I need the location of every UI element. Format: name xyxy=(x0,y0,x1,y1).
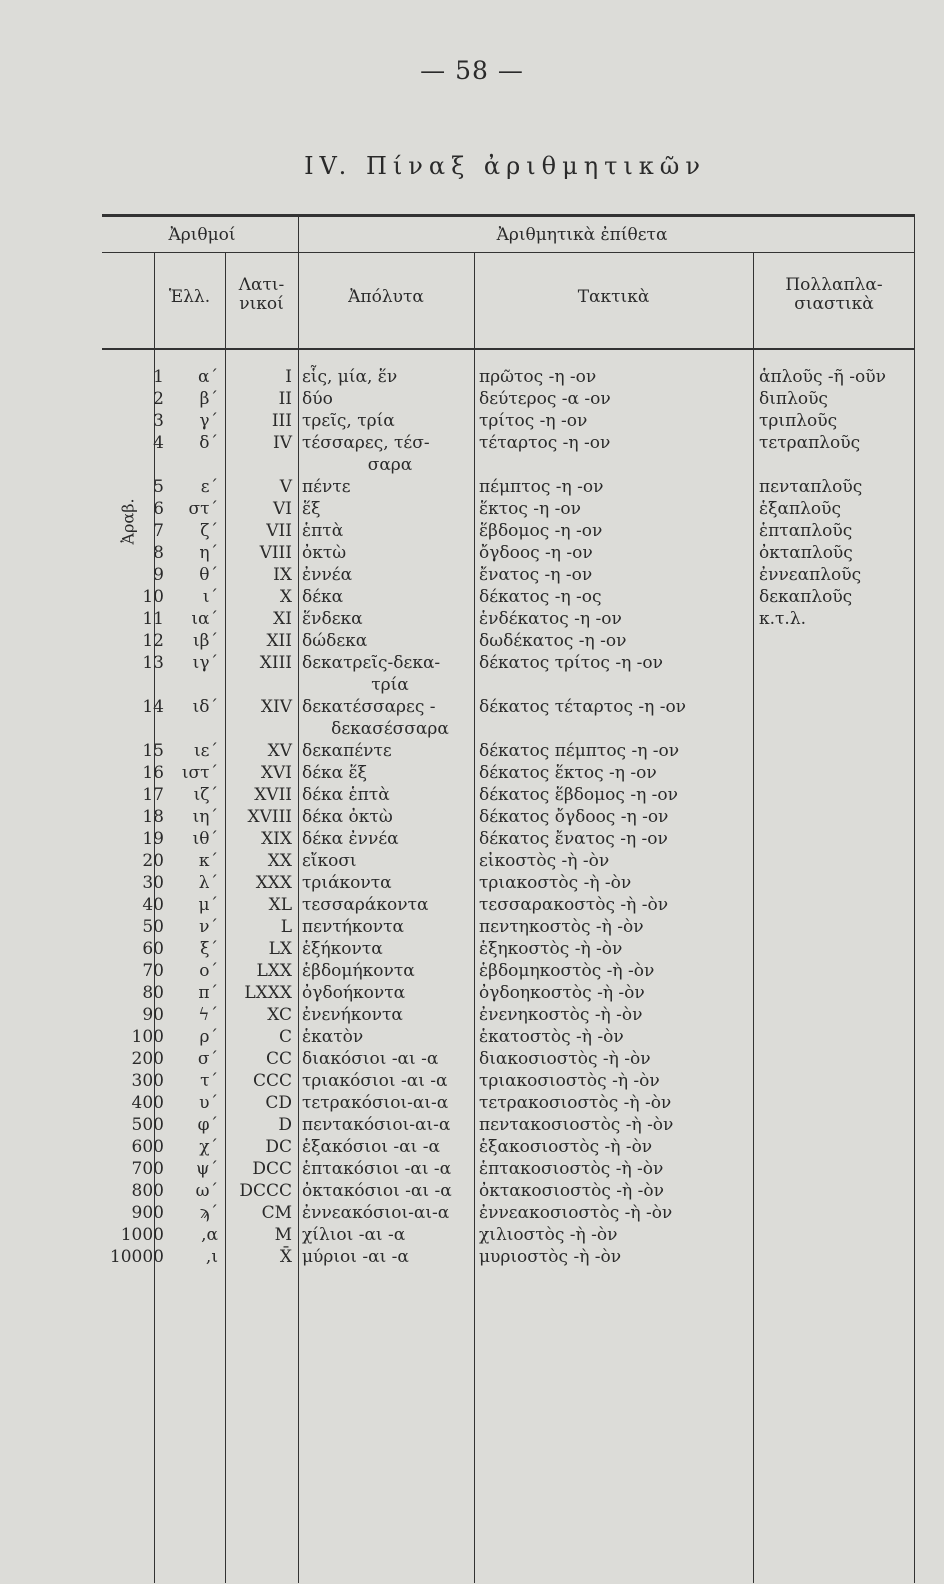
cell-greek: ψ΄ xyxy=(196,1159,218,1179)
cell-ordinal: ἑβδομηκοστὸς -ὴ -ὸν xyxy=(479,961,655,981)
cell-ordinal: δέκατος ἕβδομος -η -ον xyxy=(479,785,678,805)
cell-greek: ιη΄ xyxy=(192,807,218,827)
cell-arabic: 80 xyxy=(142,983,164,1003)
cell-arabic: 18 xyxy=(142,807,164,827)
cell-ordinal: ἑπτακοσιοστὸς -ὴ -ὸν xyxy=(479,1159,664,1179)
cell-absolute: ἑπτὰ xyxy=(302,521,344,541)
cell-absolute-continuation: σαρα xyxy=(367,455,413,475)
cell-arabic: 17 xyxy=(142,785,164,805)
header-adjectives: Ἀριθμητικὰ ἐπίθετα xyxy=(496,225,668,245)
cell-ordinal: τριακοστὸς -ὴ -ὸν xyxy=(479,873,632,893)
cell-multiplicative: ἁπλοῦς -ῆ -οῦν xyxy=(759,367,886,387)
cell-absolute: πέντε xyxy=(302,477,351,497)
cell-greek: θ΄ xyxy=(199,565,218,585)
cell-greek: ϡ΄ xyxy=(199,1203,218,1223)
cell-latin: XI xyxy=(273,609,292,629)
cell-greek: ιστ΄ xyxy=(181,763,218,783)
cell-absolute: ἕνδεκα xyxy=(302,609,363,629)
divider-latin xyxy=(298,214,299,1583)
cell-absolute: διακόσιοι -αι -α xyxy=(302,1049,439,1069)
cell-arabic: 6 xyxy=(153,499,164,519)
cell-arabic: 100 xyxy=(131,1027,164,1047)
cell-absolute: ἕξ xyxy=(302,499,321,519)
cell-ordinal: ὀγδοηκοστὸς -ὴ -ὸν xyxy=(479,983,645,1003)
cell-ordinal: ἕκτος -η -ον xyxy=(479,499,581,519)
cell-arabic: 3 xyxy=(153,411,164,431)
cell-latin: XC xyxy=(267,1005,292,1025)
cell-ordinal: μυριοστὸς -ὴ -ὸν xyxy=(479,1247,622,1267)
cell-ordinal: πέμπτος -η -ον xyxy=(479,477,604,497)
cell-greek: ιε΄ xyxy=(194,741,218,761)
cell-absolute-continuation: τρία xyxy=(371,675,409,695)
cell-absolute: πεντακόσιοι-αι-α xyxy=(302,1115,451,1135)
cell-greek: ιβ΄ xyxy=(193,631,218,651)
cell-greek: τ΄ xyxy=(200,1071,218,1091)
cell-latin: XL xyxy=(268,895,292,915)
cell-latin: LXXX xyxy=(244,983,292,1003)
cell-latin: XVIII xyxy=(247,807,292,827)
cell-latin: XVII xyxy=(254,785,292,805)
cell-latin: LX xyxy=(268,939,292,959)
cell-latin: VI xyxy=(273,499,292,519)
cell-absolute-continuation: δεκασέσσαρα xyxy=(331,719,449,739)
cell-latin: C xyxy=(278,1027,292,1047)
cell-ordinal: δωδέκατος -η -ον xyxy=(479,631,627,651)
cell-absolute: δέκα ἑπτὰ xyxy=(302,785,390,805)
cell-arabic: 60 xyxy=(142,939,164,959)
cell-absolute: δέκα ἐννέα xyxy=(302,829,399,849)
cell-latin: LXX xyxy=(256,961,292,981)
cell-arabic: 13 xyxy=(142,653,164,673)
cell-arabic: 9 xyxy=(153,565,164,585)
cell-ordinal: τετρακοσιοστὸς -ὴ -ὸν xyxy=(479,1093,672,1113)
cell-greek: λ΄ xyxy=(198,873,218,893)
cell-arabic: 700 xyxy=(131,1159,164,1179)
cell-greek: στ΄ xyxy=(188,499,218,519)
cell-greek: σ΄ xyxy=(197,1049,218,1069)
cell-latin: D xyxy=(278,1115,292,1135)
header-multiplicative-line1: Πολλαπλα- xyxy=(785,275,883,295)
cell-greek: ιθ΄ xyxy=(192,829,218,849)
cell-greek: ,ι xyxy=(205,1247,218,1267)
cell-latin: XIII xyxy=(259,653,292,673)
cell-multiplicative: κ.τ.λ. xyxy=(759,609,807,629)
cell-greek: ,α xyxy=(201,1225,218,1245)
cell-ordinal: ἕβδομος -η -ον xyxy=(479,521,603,541)
group-header-rule xyxy=(102,252,915,253)
header-multiplicative xyxy=(753,276,915,313)
cell-ordinal: δέκατος τέταρτος -η -ον xyxy=(479,697,687,717)
header-latin-line1: Λατι- xyxy=(238,275,285,295)
cell-arabic: 900 xyxy=(131,1203,164,1223)
cell-absolute: τεσσαράκοντα xyxy=(302,895,429,915)
cell-absolute: εἷς, μία, ἕν xyxy=(302,367,398,387)
cell-ordinal: χιλιοστὸς -ὴ -ὸν xyxy=(479,1225,618,1245)
cell-greek: ν΄ xyxy=(199,917,218,937)
cell-ordinal: δέκατος τρίτος -η -ον xyxy=(479,653,663,673)
cell-absolute: ἐννέα xyxy=(302,565,353,585)
cell-absolute: χίλιοι -αι -α xyxy=(302,1225,406,1245)
cell-arabic: 20 xyxy=(142,851,164,871)
cell-latin: M xyxy=(274,1225,292,1245)
cell-latin: CCC xyxy=(252,1071,292,1091)
cell-absolute: τρεῖς, τρία xyxy=(302,411,395,431)
cell-arabic: 14 xyxy=(142,697,164,717)
cell-multiplicative: ἑπταπλοῦς xyxy=(759,521,853,541)
cell-arabic: 90 xyxy=(142,1005,164,1025)
cell-absolute: ἐνενήκοντα xyxy=(302,1005,403,1025)
cell-greek: υ΄ xyxy=(199,1093,218,1113)
cell-ordinal: ἑκατοστὸς -ὴ -ὸν xyxy=(479,1027,624,1047)
cell-arabic: 15 xyxy=(142,741,164,761)
cell-ordinal: διακοσιοστὸς -ὴ -ὸν xyxy=(479,1049,651,1069)
cell-arabic: 4 xyxy=(153,433,164,453)
cell-absolute: τετρακόσιοι-αι-α xyxy=(302,1093,449,1113)
cell-latin: XXX xyxy=(255,873,292,893)
cell-latin: DCCC xyxy=(239,1181,292,1201)
header-greek: Ἑλλ. xyxy=(168,287,211,307)
cell-ordinal: πεντακοσιοστὸς -ὴ -ὸν xyxy=(479,1115,674,1135)
cell-multiplicative: δεκαπλοῦς xyxy=(759,587,853,607)
cell-arabic: 5 xyxy=(153,477,164,497)
cell-multiplicative: ἐννεαπλοῦς xyxy=(759,565,862,585)
header-ordinal: Τακτικὰ xyxy=(577,287,650,307)
cell-ordinal: ἔνατος -η -ον xyxy=(479,565,593,585)
cell-latin: DCC xyxy=(252,1159,292,1179)
cell-ordinal: ἑνδέκατος -η -ον xyxy=(479,609,622,629)
page-number: — 58 — xyxy=(420,56,524,85)
cell-arabic: 200 xyxy=(131,1049,164,1069)
cell-arabic: 10000 xyxy=(109,1247,164,1267)
header-latin xyxy=(225,276,298,313)
cell-ordinal: δέκατος -η -ος xyxy=(479,587,602,607)
cell-absolute: ὀκτὼ xyxy=(302,543,347,563)
cell-latin: XX xyxy=(267,851,292,871)
cell-ordinal: εἰκοστὸς -ὴ -ὸν xyxy=(479,851,610,871)
cell-absolute: ὀγδοήκοντα xyxy=(302,983,406,1003)
cell-latin: CC xyxy=(265,1049,292,1069)
cell-greek: γ΄ xyxy=(199,411,218,431)
cell-arabic: 8 xyxy=(153,543,164,563)
cell-arabic: 7 xyxy=(153,521,164,541)
cell-latin: III xyxy=(271,411,292,431)
cell-greek: ι΄ xyxy=(202,587,218,607)
cell-absolute: δέκα ὀκτὼ xyxy=(302,807,393,827)
cell-absolute: δεκαπέντε xyxy=(302,741,392,761)
cell-latin: X̄ xyxy=(279,1247,292,1267)
cell-latin: VII xyxy=(266,521,292,541)
cell-multiplicative: πενταπλοῦς xyxy=(759,477,863,497)
cell-greek: α΄ xyxy=(198,367,218,387)
cell-ordinal: δέκατος ὄγδοος -η -ον xyxy=(479,807,669,827)
table-top-rule xyxy=(102,214,915,217)
cell-latin: V xyxy=(279,477,292,497)
cell-ordinal: τρίτος -η -ον xyxy=(479,411,588,431)
cell-arabic: 19 xyxy=(142,829,164,849)
cell-absolute: ὀκτακόσιοι -αι -α xyxy=(302,1181,452,1201)
cell-latin: VIII xyxy=(259,543,292,563)
cell-ordinal: δέκατος ἕκτος -η -ον xyxy=(479,763,657,783)
cell-multiplicative: τριπλοῦς xyxy=(759,411,838,431)
cell-greek: η΄ xyxy=(199,543,218,563)
cell-greek: π΄ xyxy=(198,983,218,1003)
cell-absolute: ἑκατὸν xyxy=(302,1027,364,1047)
cell-ordinal: ἐνενηκοστὸς -ὴ -ὸν xyxy=(479,1005,643,1025)
cell-greek: ϟ΄ xyxy=(198,1005,218,1025)
cell-latin: I xyxy=(285,367,292,387)
cell-greek: ρ΄ xyxy=(199,1027,218,1047)
cell-arabic: 40 xyxy=(142,895,164,915)
cell-ordinal: πρῶτος -η -ον xyxy=(479,367,597,387)
cell-arabic: 2 xyxy=(153,389,164,409)
cell-greek: μ΄ xyxy=(198,895,218,915)
cell-greek: ω΄ xyxy=(195,1181,218,1201)
cell-absolute: μύριοι -αι -α xyxy=(302,1247,409,1267)
cell-greek: β΄ xyxy=(199,389,218,409)
cell-multiplicative: διπλοῦς xyxy=(759,389,828,409)
cell-latin: DC xyxy=(265,1137,292,1157)
cell-absolute: ἐννεακόσιοι-αι-α xyxy=(302,1203,450,1223)
cell-latin: CD xyxy=(265,1093,292,1113)
cell-ordinal: πεντηκοστὸς -ὴ -ὸν xyxy=(479,917,644,937)
cell-arabic: 1 xyxy=(153,367,164,387)
cell-greek: ιγ΄ xyxy=(192,653,218,673)
column-header-rule xyxy=(102,348,915,350)
cell-arabic: 500 xyxy=(131,1115,164,1135)
cell-absolute: τριάκοντα xyxy=(302,873,392,893)
cell-absolute: δεκατέσσαρες - xyxy=(302,697,436,717)
cell-absolute: εἴκοσι xyxy=(302,851,357,871)
cell-absolute: δύο xyxy=(302,389,333,409)
cell-arabic: 12 xyxy=(142,631,164,651)
cell-latin: CM xyxy=(261,1203,292,1223)
header-numbers: Ἀριθμοί xyxy=(168,225,236,245)
cell-ordinal: τεσσαρακοστὸς -ὴ -ὸν xyxy=(479,895,669,915)
cell-greek: δ΄ xyxy=(199,433,218,453)
cell-greek: φ΄ xyxy=(197,1115,218,1135)
cell-latin: XIV xyxy=(260,697,292,717)
cell-greek: ξ΄ xyxy=(200,939,218,959)
cell-greek: ιζ΄ xyxy=(193,785,218,805)
page-title: IV. Πίναξ ἀριθμητικῶν xyxy=(304,152,706,180)
cell-latin: XVI xyxy=(260,763,292,783)
cell-multiplicative: ἑξαπλοῦς xyxy=(759,499,842,519)
cell-absolute: δέκα xyxy=(302,587,344,607)
cell-latin: XII xyxy=(266,631,292,651)
cell-absolute: ἑξήκοντα xyxy=(302,939,383,959)
cell-greek: χ΄ xyxy=(199,1137,218,1157)
cell-arabic: 10 xyxy=(142,587,164,607)
cell-arabic: 800 xyxy=(131,1181,164,1201)
cell-arabic: 70 xyxy=(142,961,164,981)
cell-arabic: 1000 xyxy=(120,1225,164,1245)
cell-arabic: 30 xyxy=(142,873,164,893)
cell-arabic: 16 xyxy=(142,763,164,783)
cell-ordinal: τέταρτος -η -ον xyxy=(479,433,611,453)
cell-ordinal: δέκατος πέμπτος -η -ον xyxy=(479,741,680,761)
cell-latin: XV xyxy=(267,741,292,761)
cell-absolute: τριακόσιοι -αι -α xyxy=(302,1071,448,1091)
cell-absolute: ἑβδομήκοντα xyxy=(302,961,415,981)
cell-ordinal: δέκατος ἔνατος -η -ον xyxy=(479,829,668,849)
cell-arabic: 400 xyxy=(131,1093,164,1113)
cell-ordinal: ὄγδοος -η -ον xyxy=(479,543,593,563)
numerals-table xyxy=(102,214,915,1584)
cell-greek: ιδ΄ xyxy=(192,697,218,717)
cell-latin: IX xyxy=(273,565,292,585)
cell-absolute: ἑξακόσιοι -αι -α xyxy=(302,1137,440,1157)
header-multiplicative-line2: σιαστικὰ xyxy=(794,293,874,314)
cell-latin: XIX xyxy=(261,829,292,849)
cell-ordinal: δεύτερος -α -ον xyxy=(479,389,611,409)
cell-ordinal: ἑξακοσιοστὸς -ὴ -ὸν xyxy=(479,1137,653,1157)
cell-ordinal: ἐννεακοσιοστὸς -ὴ -ὸν xyxy=(479,1203,673,1223)
cell-ordinal: τριακοσιοστὸς -ὴ -ὸν xyxy=(479,1071,660,1091)
cell-arabic: 11 xyxy=(142,609,164,629)
cell-multiplicative: τετραπλοῦς xyxy=(759,433,861,453)
header-absolute: Ἀπόλυτα xyxy=(348,287,424,307)
cell-greek: κ΄ xyxy=(198,851,218,871)
header-latin-line2: νικοί xyxy=(239,293,284,314)
cell-arabic: 50 xyxy=(142,917,164,937)
cell-absolute: ἑπτακόσιοι -αι -α xyxy=(302,1159,452,1179)
header-arabic-label: Ἀραβ. xyxy=(118,497,138,545)
cell-latin: II xyxy=(278,389,292,409)
cell-ordinal: ὀκτακοσιοστὸς -ὴ -ὸν xyxy=(479,1181,664,1201)
cell-arabic: 600 xyxy=(131,1137,164,1157)
cell-greek: ο΄ xyxy=(199,961,218,981)
cell-absolute: δέκα ἕξ xyxy=(302,763,368,783)
cell-absolute: πεντήκοντα xyxy=(302,917,404,937)
cell-latin: L xyxy=(280,917,292,937)
cell-ordinal: ἑξηκοστὸς -ὴ -ὸν xyxy=(479,939,623,959)
cell-arabic: 300 xyxy=(131,1071,164,1091)
cell-absolute: δεκατρεῖς-δεκα- xyxy=(302,653,441,673)
cell-latin: X xyxy=(279,587,292,607)
cell-absolute: δώδεκα xyxy=(302,631,368,651)
cell-greek: ια΄ xyxy=(191,609,218,629)
cell-multiplicative: ὀκταπλοῦς xyxy=(759,543,853,563)
cell-greek: ζ΄ xyxy=(200,521,218,541)
cell-greek: ε΄ xyxy=(200,477,218,497)
cell-absolute: τέσσαρες, τέσ- xyxy=(302,433,430,453)
cell-latin: IV xyxy=(273,433,292,453)
